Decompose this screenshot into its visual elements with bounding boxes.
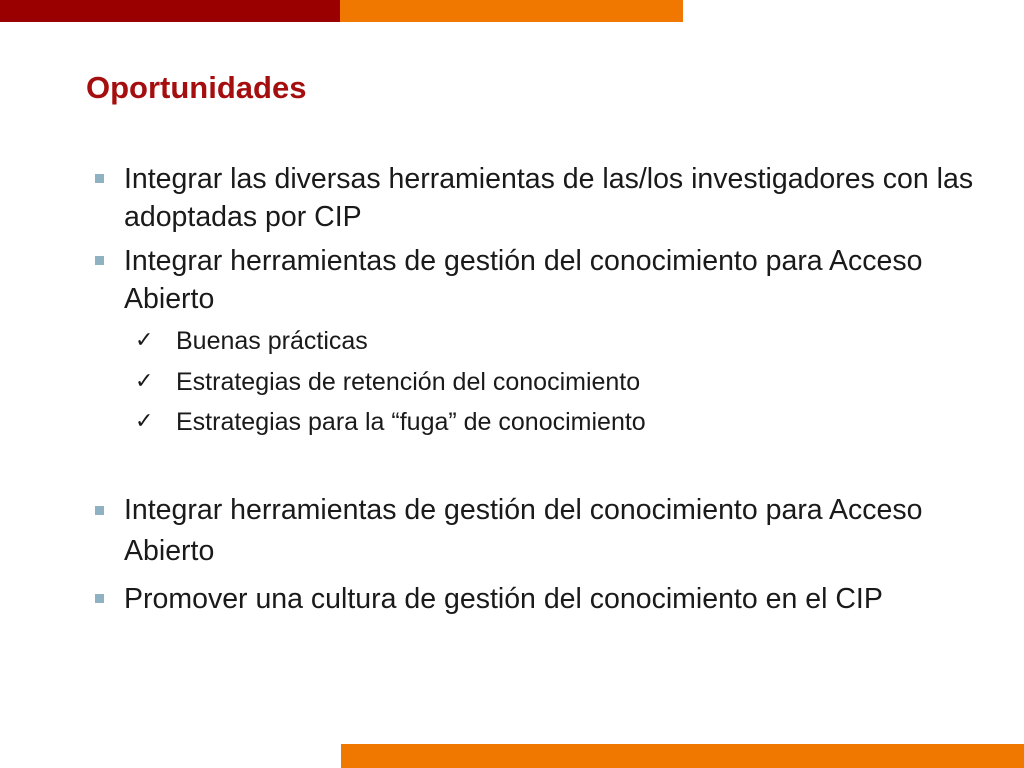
- bullet-text: Integrar herramientas de gestión del conocimiento para Acceso Abierto: [124, 494, 923, 567]
- bullet-text: Promover una cultura de gestión del conocimiento en el CIP: [124, 583, 883, 615]
- sub-bullet-item: [135, 325, 368, 357]
- sub-bullet-item: [135, 406, 646, 438]
- square-bullet-icon: [95, 174, 104, 183]
- bullet-item: [124, 490, 1004, 572]
- slide-title: Oportunidades: [86, 70, 307, 105]
- bullet-item: [124, 242, 1004, 318]
- bullet-text: Integrar herramientas de gestión del conocimiento para Acceso Abierto: [124, 245, 923, 315]
- check-icon: ✓: [135, 328, 154, 353]
- bullet-text: Integrar las diversas herramientas de las/los investigadores con las adoptadas por CIP: [124, 163, 974, 233]
- square-bullet-icon: [95, 506, 104, 515]
- check-icon: ✓: [135, 369, 154, 394]
- bottom-orange-bar: [341, 744, 1024, 768]
- check-icon: ✓: [135, 409, 154, 434]
- sub-bullet-text: Buenas prácticas: [176, 327, 368, 355]
- sub-bullet-item: [135, 366, 641, 398]
- bullet-item: [124, 580, 1004, 618]
- bullet-item: [124, 160, 1004, 236]
- top-red-bar: [0, 0, 340, 22]
- square-bullet-icon: [95, 256, 104, 265]
- sub-bullet-text: Estrategias para la “fuga” de conocimiento: [176, 408, 646, 436]
- sub-bullet-text: Estrategias de retención del conocimiento: [176, 368, 641, 396]
- square-bullet-icon: [95, 594, 104, 603]
- top-orange-bar: [340, 0, 683, 22]
